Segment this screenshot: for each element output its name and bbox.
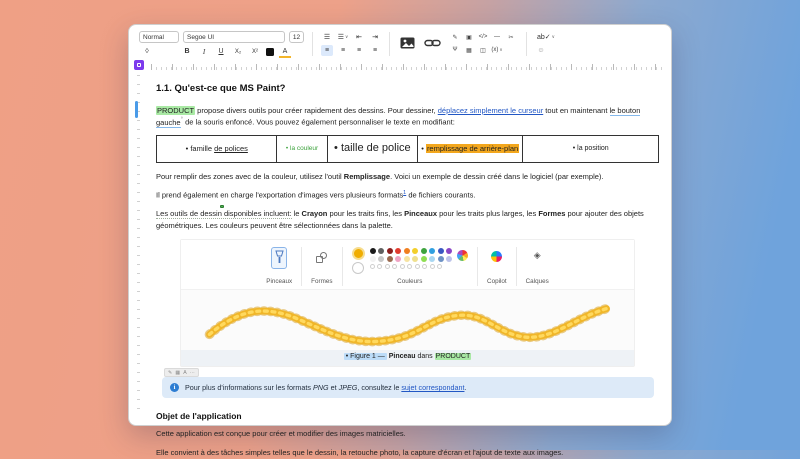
palette-color-dot[interactable] (437, 264, 442, 269)
product-text: PRODUCT (157, 105, 195, 115)
paragraph-suitability: Elle convient à des tâches simples telles que le dessin, la retouche photo, la capture d'écran et l'ajout de texte aux images. (156, 448, 564, 458)
insert-tools-group (448, 31, 518, 57)
layers-icon[interactable]: ◈ (533, 249, 541, 260)
cell-text: la couleur (290, 144, 319, 152)
palette-color-dot[interactable] (412, 248, 418, 254)
columns-icon[interactable]: ◫ (480, 47, 486, 54)
text-run: le (291, 209, 302, 219)
palette-color-dot[interactable] (392, 264, 397, 269)
palette-color-dot[interactable] (385, 264, 390, 269)
info-callout-wrap (162, 369, 654, 398)
palette-color-dot[interactable] (404, 256, 410, 262)
palette-color-dot[interactable] (370, 256, 376, 262)
product-token (435, 353, 472, 360)
horizontal-ruler (151, 63, 663, 70)
numbered-list-icon[interactable] (337, 31, 349, 42)
caption-text: • Figure 1 — (345, 353, 385, 361)
cell-background-fill[interactable] (418, 136, 523, 162)
text-run: pour les traits plus larges, les (437, 209, 539, 219)
paragraph-export (156, 189, 659, 201)
microphone-icon[interactable]: Ψ (452, 47, 458, 53)
paragraph-tools (156, 208, 659, 231)
superscript-button[interactable]: X² (252, 48, 258, 55)
palette-color-dot[interactable] (395, 248, 401, 254)
layers-group (516, 247, 558, 287)
palette-color-dot[interactable] (421, 256, 427, 262)
palette-color-dot[interactable] (387, 256, 393, 262)
text-run: propose divers outils pour créer rapidement des dessins. Pour dessiner, (195, 105, 438, 115)
text-run: pour ajouter des objets géométriques. Les couleurs peuvent être sélectionnées dans la palette. (156, 209, 644, 230)
text-run: tout en maintenant (543, 105, 610, 115)
change-marker-icon (220, 205, 224, 208)
text-run: . Voici un exemple de dessin créé dans le logiciel (par exemple). (390, 171, 604, 181)
palette-color-dot[interactable] (387, 248, 393, 254)
align-center-icon[interactable]: ≡ (340, 47, 346, 54)
cell-font-family[interactable] (157, 136, 277, 162)
text-run: Il prend également en charge l'exportation d'images vers plusieurs formats (156, 190, 404, 200)
highlight-color-button[interactable]: A (279, 46, 291, 57)
font-color-swatch[interactable] (266, 48, 274, 56)
list-align-group (321, 31, 381, 56)
colors-area (352, 247, 469, 274)
outdent-icon[interactable]: ⇤ (356, 33, 362, 41)
shapes-icon[interactable] (315, 251, 329, 265)
cell-color[interactable] (277, 136, 327, 162)
text-run: de fichiers courants. (406, 190, 476, 200)
bold-text: Crayon (301, 209, 328, 219)
color-wheel-icon[interactable] (457, 250, 468, 261)
horizontal-rule-icon[interactable]: — (494, 34, 500, 40)
shapes-label: Formes (311, 277, 333, 285)
options-table (156, 135, 659, 162)
suggestion-text (156, 209, 292, 219)
text-run: Les outils de dessin disponibles incluent: (156, 209, 292, 219)
cell-font-size[interactable] (327, 136, 417, 162)
align-left-icon[interactable]: ≡ (321, 45, 333, 56)
draw-icon[interactable]: ✎ (452, 34, 458, 41)
brushes-label: Pinceaux (266, 277, 293, 285)
insert-link-icon[interactable] (423, 31, 441, 55)
bullet: • (185, 144, 189, 154)
bold-text: Pinceaux (404, 209, 438, 219)
grid-icon[interactable]: ▦ (175, 369, 181, 376)
secondary-color-swatch[interactable] (352, 262, 364, 274)
cell-text: famille (190, 144, 215, 154)
caption-product: PRODUCT (435, 353, 471, 361)
chevron-down-icon: ∨ (344, 33, 349, 39)
cell-text: remplissage de arrière-plan (426, 144, 519, 154)
palette-color-dot[interactable] (438, 256, 444, 262)
palette-grid (370, 247, 453, 269)
ruler-origin-icon[interactable] (134, 60, 144, 70)
palette-color-dot[interactable] (378, 256, 384, 262)
italic-button[interactable]: I (202, 47, 206, 56)
palette-color-dot[interactable] (446, 248, 452, 254)
primary-color-swatch[interactable] (352, 247, 365, 260)
palette-color-dot[interactable] (407, 264, 412, 269)
palette-row (370, 264, 453, 269)
bold-button[interactable]: B (184, 48, 190, 55)
edit-icon[interactable]: ✎ (168, 369, 173, 376)
cell-text: taille de police (340, 142, 411, 155)
toolbar-separator (312, 32, 313, 56)
figure-caption (181, 350, 634, 366)
document-canvas[interactable] (129, 72, 671, 458)
palette-color-dot[interactable] (404, 248, 410, 254)
style-icon[interactable]: A (183, 369, 187, 376)
variable-glyph: (x) (491, 47, 499, 53)
palette-color-dot[interactable] (378, 248, 384, 254)
emoji-icon[interactable]: ☺ (537, 47, 545, 54)
text-run: et (328, 383, 339, 393)
format-name: PNG (313, 383, 329, 393)
review-group (535, 31, 557, 56)
variable-icon[interactable] (490, 44, 504, 56)
cell-position[interactable] (523, 136, 659, 162)
format-name: JPEG (338, 383, 358, 393)
current-colors (352, 247, 365, 274)
table-icon[interactable]: ▦ (466, 47, 472, 54)
palette-color-dot[interactable] (400, 264, 405, 269)
spellcheck-glyph: ab✓ (537, 33, 551, 41)
cell-text: la position (577, 144, 609, 152)
copilot-group (477, 247, 516, 287)
text-run: Pour remplir des zones avec de la couleur, utilisez l'outil (156, 171, 344, 181)
palette-color-dot[interactable] (429, 256, 435, 262)
paragraph-fill (156, 171, 659, 183)
shapes-group (301, 247, 341, 287)
figure-block[interactable] (180, 239, 635, 368)
subscript-button[interactable]: X₂ (234, 48, 242, 55)
drawing-area (181, 290, 634, 350)
palette-color-dot[interactable] (422, 264, 427, 269)
paragraph-style-select[interactable]: Normal (139, 31, 179, 43)
spacer (504, 44, 518, 56)
chevron-down-icon: ∨ (551, 33, 555, 39)
numbered-list-glyph: ☰ (337, 33, 344, 41)
palette-color-dot[interactable] (370, 248, 376, 254)
text-run: . (464, 383, 467, 393)
justify-icon[interactable]: ≡ (372, 47, 378, 54)
paragraph-purpose: Cette application est conçue pour créer et modifier des images matricielles. (156, 429, 406, 439)
palette-row (370, 248, 453, 254)
bold-text: Remplissage (343, 171, 391, 181)
text-run: Pour plus d'informations sur les formats (185, 383, 314, 393)
chevron-down-icon: ∨ (499, 47, 503, 52)
cell-text-underlined: de polices (214, 144, 248, 154)
format-painter-icon[interactable]: ◊ (145, 48, 149, 55)
bullet: • (572, 144, 576, 152)
palette-row (370, 256, 453, 262)
colors-label: Couleurs (397, 277, 423, 285)
floating-format-toolbar (164, 368, 199, 377)
bullet-list-icon[interactable]: ☰ (323, 33, 331, 41)
align-right-icon[interactable]: ≡ (356, 47, 362, 54)
palette-color-dot[interactable] (412, 256, 418, 262)
text-run: pour les traits fins, les (327, 209, 405, 219)
font-family-select[interactable]: Segoe UI (183, 31, 285, 43)
font-group (139, 31, 304, 57)
footnote-reference[interactable]: 1 (403, 190, 407, 197)
palette-color-dot[interactable] (421, 248, 427, 254)
copilot-icon[interactable] (491, 251, 502, 262)
palette-color-dot[interactable] (446, 256, 452, 262)
more-icon[interactable]: ⋯ (189, 369, 195, 376)
bullet: • (285, 144, 289, 152)
toolbar-separator (389, 32, 390, 56)
palette-color-dot[interactable] (429, 248, 435, 254)
palette-color-dot[interactable] (438, 248, 444, 254)
brushes-group (257, 247, 301, 287)
palette-color-dot[interactable] (377, 264, 382, 269)
text-run: de la souris enfoncé. Vous pouvez également personnaliser le texte en modifiant: (183, 117, 455, 127)
editor-window (128, 24, 672, 458)
insert-image-icon[interactable] (398, 31, 416, 55)
paint-ribbon (181, 240, 634, 291)
info-glyph: i (173, 383, 176, 391)
toolbar-separator (526, 32, 527, 56)
palette-color-dot[interactable] (395, 256, 401, 262)
table-row (157, 136, 659, 162)
font-size-select[interactable]: 12 (289, 31, 304, 43)
bullet: • (421, 144, 424, 154)
toolbar (129, 25, 671, 59)
palette-color-dot[interactable] (415, 264, 420, 269)
palette-color-dot[interactable] (430, 264, 435, 269)
related-topic-link[interactable]: sujet correspondant (401, 383, 465, 393)
underline-button[interactable]: U (218, 48, 224, 55)
layers-label: Calques (525, 277, 549, 285)
product-token (156, 106, 195, 115)
caption-bold: Pinceau (388, 353, 416, 361)
bullet: • (334, 142, 338, 155)
info-text (185, 382, 466, 393)
indent-icon[interactable]: ⇥ (372, 33, 378, 41)
info-callout (162, 377, 654, 398)
palette-color-dot[interactable] (370, 264, 375, 269)
spellcheck-icon[interactable] (535, 31, 557, 42)
move-cursor-link[interactable]: déplacez simplement le curseur (437, 105, 544, 115)
highlighted-text (426, 144, 519, 153)
tracked-change-text: le bouton gauche (156, 105, 641, 127)
brush-tool-button[interactable] (271, 247, 287, 269)
caption-text: dans (415, 353, 435, 361)
video-icon[interactable]: ▣ (466, 34, 472, 41)
figure-number (344, 353, 387, 360)
colors-group (342, 247, 478, 287)
code-icon[interactable]: </> (478, 34, 488, 40)
section-heading: 1.1. Qu'est-ce que MS Paint? (156, 83, 286, 94)
bold-text: Formes (538, 209, 566, 219)
cut-icon[interactable]: ✂ (508, 34, 514, 41)
subsection-heading: Objet de l'application (156, 411, 242, 422)
info-icon (170, 383, 179, 392)
paragraph-intro (156, 105, 659, 129)
crayon-squiggle (198, 296, 618, 348)
copilot-label: Copilot (487, 277, 507, 285)
text-run: , consultez le (357, 383, 402, 393)
comment-marker-icon[interactable]: ° (180, 117, 184, 124)
